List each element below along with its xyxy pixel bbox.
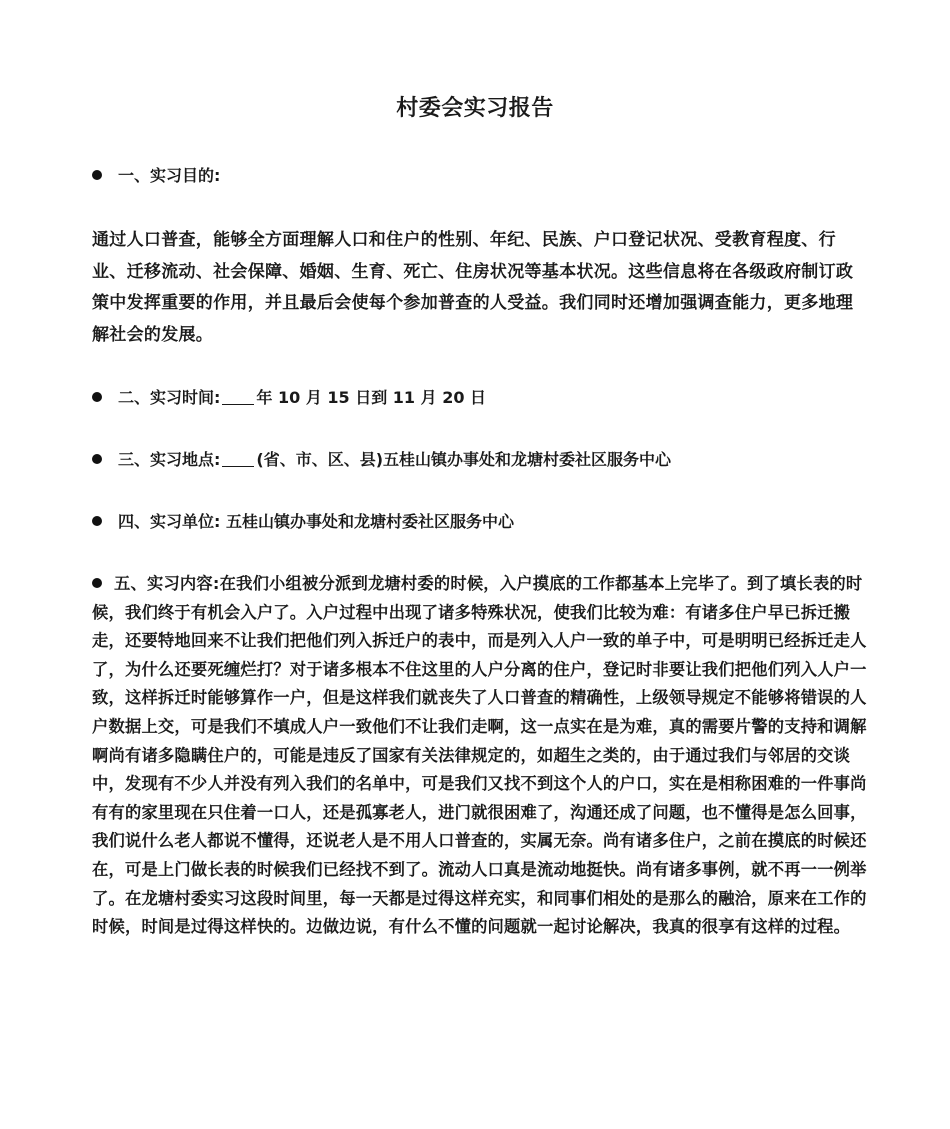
bullet-icon [92,392,102,402]
content-label: 五、实习内容: [114,574,220,593]
bullet-icon [92,454,102,464]
time-label: 二、实习时间: [118,388,221,407]
unit-item [92,510,514,534]
bullet-icon [92,170,102,180]
bullet-icon [92,578,102,588]
content-body: 在我们小组被分派到龙塘村委的时候，入户摸底的工作都基本上完毕了。到了填长表的时候，我们终于有机会入户了。入户过程中出现了诸多特殊状况，使我们比较为难：有诸多住户早已拆迁搬走，还要特地回来不让我们把他们列入拆迁户的表中，而是列入人户一致的单子中，可是明明已经拆迁走人了，为什么还要死缠烂打？对于诸多根本不住这里的人户分离的住户，登记时非要让我们把他们列入人户一致，这样拆迁时能够算作一户，但是这样我们就丧失了人口普查的精确性，上级领导规定不能够将错误的人户数据上交，可是我们不填成人户一致他们不让我们走啊，这一点实在是为难，真的需要片警的支持和调解啊尚有诸多隐瞒住户的，可能是违反了国家有关法律规定的，如超生之类的，由于通过我们与邻居的交谈中，发现有不少人并没有列入我们的名单中，可是我们又找不到这个人的户口，实在是相称困难的一件事尚有有的家里现在只住着一口人，还是孤寡老人，进门就很困难了，沟通还成了问题，也不懂得是怎么回事，我们说什么老人都说不懂得，还说老人是不用人口普查的，实属无奈。尚有诸多住户，之前在摸底的时候还在，可是上门做长表的时候我们已经找不到了。流动人口真是流动地挺快。尚有诸多事例，就不再一一例举了。在龙塘村委实习这段时间里，每一天都是过得这样充实，和同事们相处的是那么的融洽，原来在工作的时候，时间是过得这样快的。边做边说，有什么不懂的问题就一起讨论解决，我真的很享有这样的过程。 [92,574,867,937]
year-blank [222,386,254,405]
purpose-heading-item [92,164,220,188]
place-value: (省、市、区、县)五桂山镇办事处和龙塘村委社区服务中心 [256,450,672,469]
bullet-icon [92,516,102,526]
unit-line: 四、实习单位: 五桂山镇办事处和龙塘村委社区服务中心 [118,512,514,531]
place-label: 三、实习地点: [118,450,221,469]
time-item [92,386,486,410]
content-item [92,570,867,942]
time-value: 年 10 月 15 日到 11 月 20 日 [256,388,487,407]
document-title: 村委会实习报告 [396,96,554,121]
place-item [92,448,671,472]
purpose-paragraph: 通过人口普查，能够全方面理解人口和住户的性别、年纪、民族、户口登记状况、受教育程度、行业、迁移流动、社会保障、婚姻、生育、死亡、住房状况等基本状况。这些信息将在各级政府制订政策中发挥重要的作用，并且最后会使每个参加普查的人受益。我们同时还增加强调查能力，更多地理解社会的发展。 [92,230,854,345]
purpose-heading: 一、实习目的: [118,166,221,185]
place-blank [222,448,254,467]
